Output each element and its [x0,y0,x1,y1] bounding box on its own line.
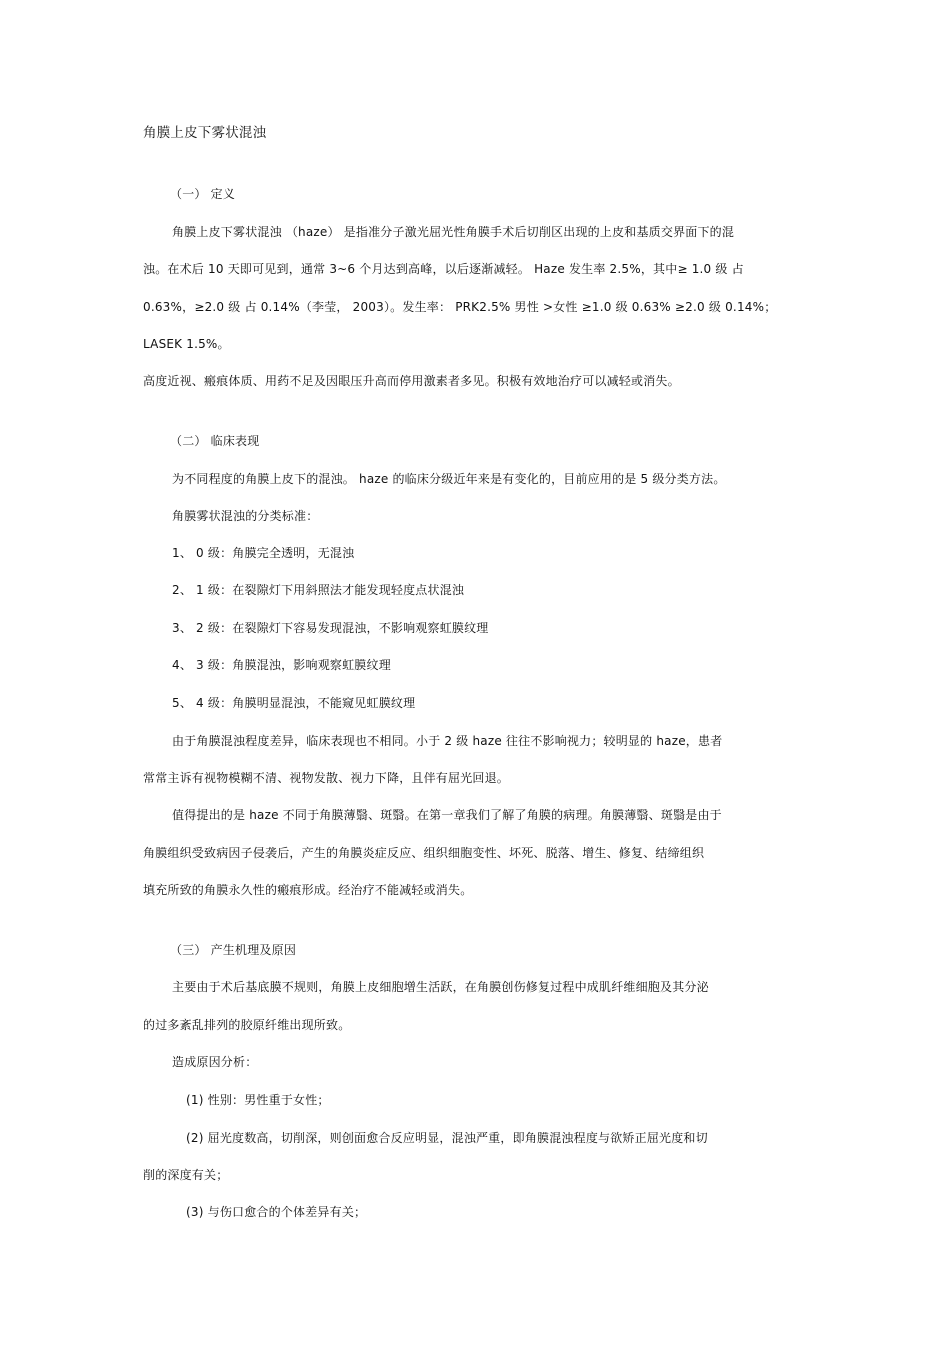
paragraph-line: 削的深度有关； [143,1168,229,1182]
paragraph-line: 高度近视、瘢痕体质、用药不足及因眼压升高而停用激素者多见。积极有效地治疗可以减轻或消失。 [143,374,680,388]
list-item: 4、 3 级：角膜混浊，影响观察虹膜纹理 [172,658,391,672]
paragraph-line: 由于角膜混浊程度差异，临床表现也不相同。小于 2 级 haze 往往不影响视力；较明显的 haze，患者 [172,734,723,748]
paragraph-line: 角膜雾状混浊的分类标准： [172,509,319,523]
paragraph-line: LASEK 1.5%。 [143,337,230,351]
paragraph-line: 浊。在术后 10 天即可见到，通常 3~6 个月达到高峰，以后逐渐减轻。 Haze 发生率 2.5%，其中≥ 1.0 级 占 [143,262,744,276]
list-item: 2、 1 级：在裂隙灯下用斜照法才能发现轻度点状混浊 [172,583,465,597]
section-heading-clinical: （二） 临床表现 [170,434,260,448]
list-item: (1) 性别：男性重于女性； [186,1093,330,1107]
paragraph-line: 常常主诉有视物模糊不清、视物发散、视力下降，且伴有屈光回退。 [143,771,510,785]
list-item: (3) 与伤口愈合的个体差异有关； [186,1205,367,1219]
paragraph-line: 为不同程度的角膜上皮下的混浊。 haze 的临床分级近年来是有变化的，目前应用的是 5 级分类方法。 [172,472,726,486]
section-heading-mechanism: （三） 产生机理及原因 [170,943,297,957]
list-item: 3、 2 级：在裂隙灯下容易发现混浊，不影响观察虹膜纹理 [172,621,489,635]
section-heading-definition: （一） 定义 [170,187,236,201]
paragraph-line: 角膜组织受致病因子侵袭后，产生的角膜炎症反应、组织细胞变性、坏死、脱落、增生、修复、结缔组织 [143,846,705,860]
paragraph-line: 主要由于术后基底膜不规则，角膜上皮细胞增生活跃，在角膜创伤修复过程中成肌纤维细胞及其分泌 [172,980,709,994]
list-item: (2) 屈光度数高，切削深，则创面愈合反应明显，混浊严重，即角膜混浊程度与欲矫正屈光度和切 [186,1131,708,1145]
page-title: 角膜上皮下雾状混浊 [143,125,267,141]
list-item: 5、 4 级：角膜明显混浊，不能窥见虹膜纹理 [172,696,416,710]
paragraph-line: 造成原因分析： [172,1055,258,1069]
paragraph-line: 0.63%，≥2.0 级 占 0.14%（李莹， 2003）。发生率： PRK2.5% 男性 >女性 ≥1.0 级 0.63% ≥2.0 级 0.14%； [143,300,777,314]
paragraph-line: 的过多紊乱排列的胶原纤维出现所致。 [143,1018,351,1032]
list-item: 1、 0 级：角膜完全透明，无混浊 [172,546,355,560]
paragraph-line: 值得提出的是 haze 不同于角膜薄翳、斑翳。在第一章我们了解了角膜的病理。角膜薄翳、斑翳是由于 [172,808,722,822]
paragraph-line: 填充所致的角膜永久性的瘢痕形成。经治疗不能减轻或消失。 [143,883,473,897]
paragraph-line: 角膜上皮下雾状混浊 （haze） 是指准分子激光屈光性角膜手术后切削区出现的上皮和基质交界面下的混 [172,225,735,239]
